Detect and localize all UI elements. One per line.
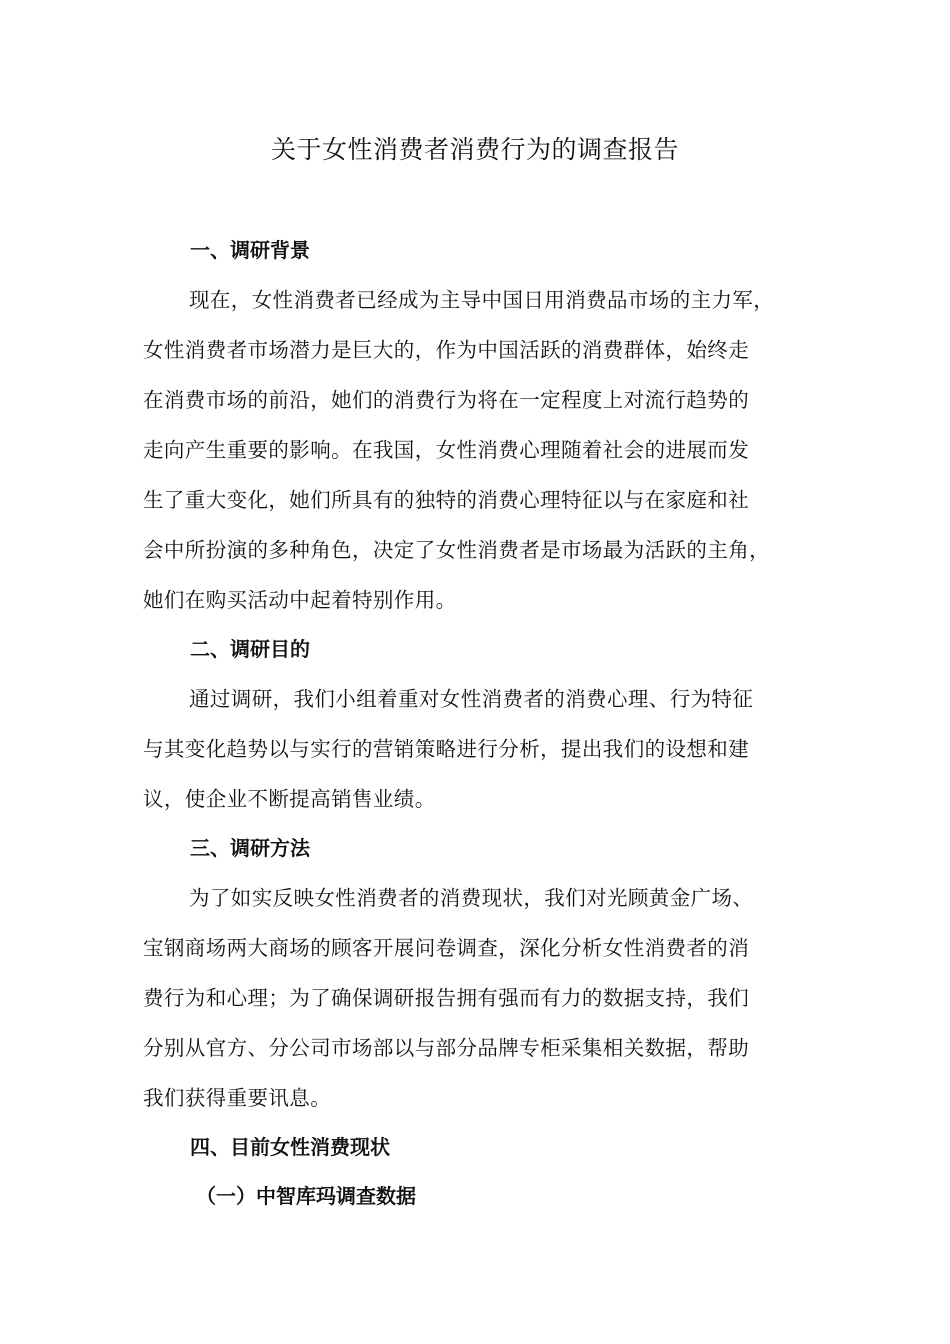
paragraph-line: 通过调研，我们小组着重对女性消费者的消费心理、行为特征	[189, 687, 754, 711]
section-body-purpose	[143, 674, 823, 824]
section-heading-background: 一、调研背景	[190, 238, 310, 262]
paragraph-line: 费行为和心理；为了确保调研报告拥有强而有力的数据支持，我们	[143, 986, 750, 1010]
paragraph-line: 女性消费者市场潜力是巨大的，作为中国活跃的消费群体，始终走	[143, 338, 750, 362]
paragraph-line: 生了重大变化，她们所具有的独特的消费心理特征以与在家庭和社	[143, 488, 750, 512]
paragraph-line: 议，使企业不断提高销售业绩。	[143, 787, 436, 811]
paragraph-line: 与其变化趋势以与实行的营销策略进行分析，提出我们的设想和建	[143, 737, 750, 761]
paragraph-line: 我们获得重要讯息。	[143, 1086, 332, 1110]
section-heading-status: 四、目前女性消费现状	[190, 1135, 390, 1159]
subsection-heading: （一）中智库玛调查数据	[196, 1184, 416, 1208]
paragraph-line: 在消费市场的前沿，她们的消费行为将在一定程度上对流行趋势的	[143, 388, 750, 412]
section-heading-purpose: 二、调研目的	[190, 637, 310, 661]
section-heading-method: 三、调研方法	[190, 836, 310, 860]
paragraph-line: 会中所扮演的多种角色，决定了女性消费者是市场最为活跃的主角，	[143, 538, 770, 562]
paragraph-line: 她们在购买活动中起着特别作用。	[143, 588, 457, 612]
paragraph-line: 现在，女性消费者已经成为主导中国日用消费品市场的主力军，	[189, 288, 775, 312]
paragraph-line: 宝钢商场两大商场的顾客开展问卷调查，深化分析女性消费者的消	[143, 936, 750, 960]
paragraph-line: 分别从官方、分公司市场部以与部分品牌专柜采集相关数据，帮助	[143, 1036, 750, 1060]
paragraph-line: 为了如实反映女性消费者的消费现状，我们对光顾黄金广场、	[189, 886, 754, 910]
paragraph-line: 走向产生重要的影响。在我国，女性消费心理随着社会的进展而发	[143, 438, 750, 462]
section-body-method	[143, 873, 823, 1123]
document-title: 关于女性消费者消费行为的调查报告	[270, 135, 679, 164]
section-body-background	[143, 275, 823, 625]
